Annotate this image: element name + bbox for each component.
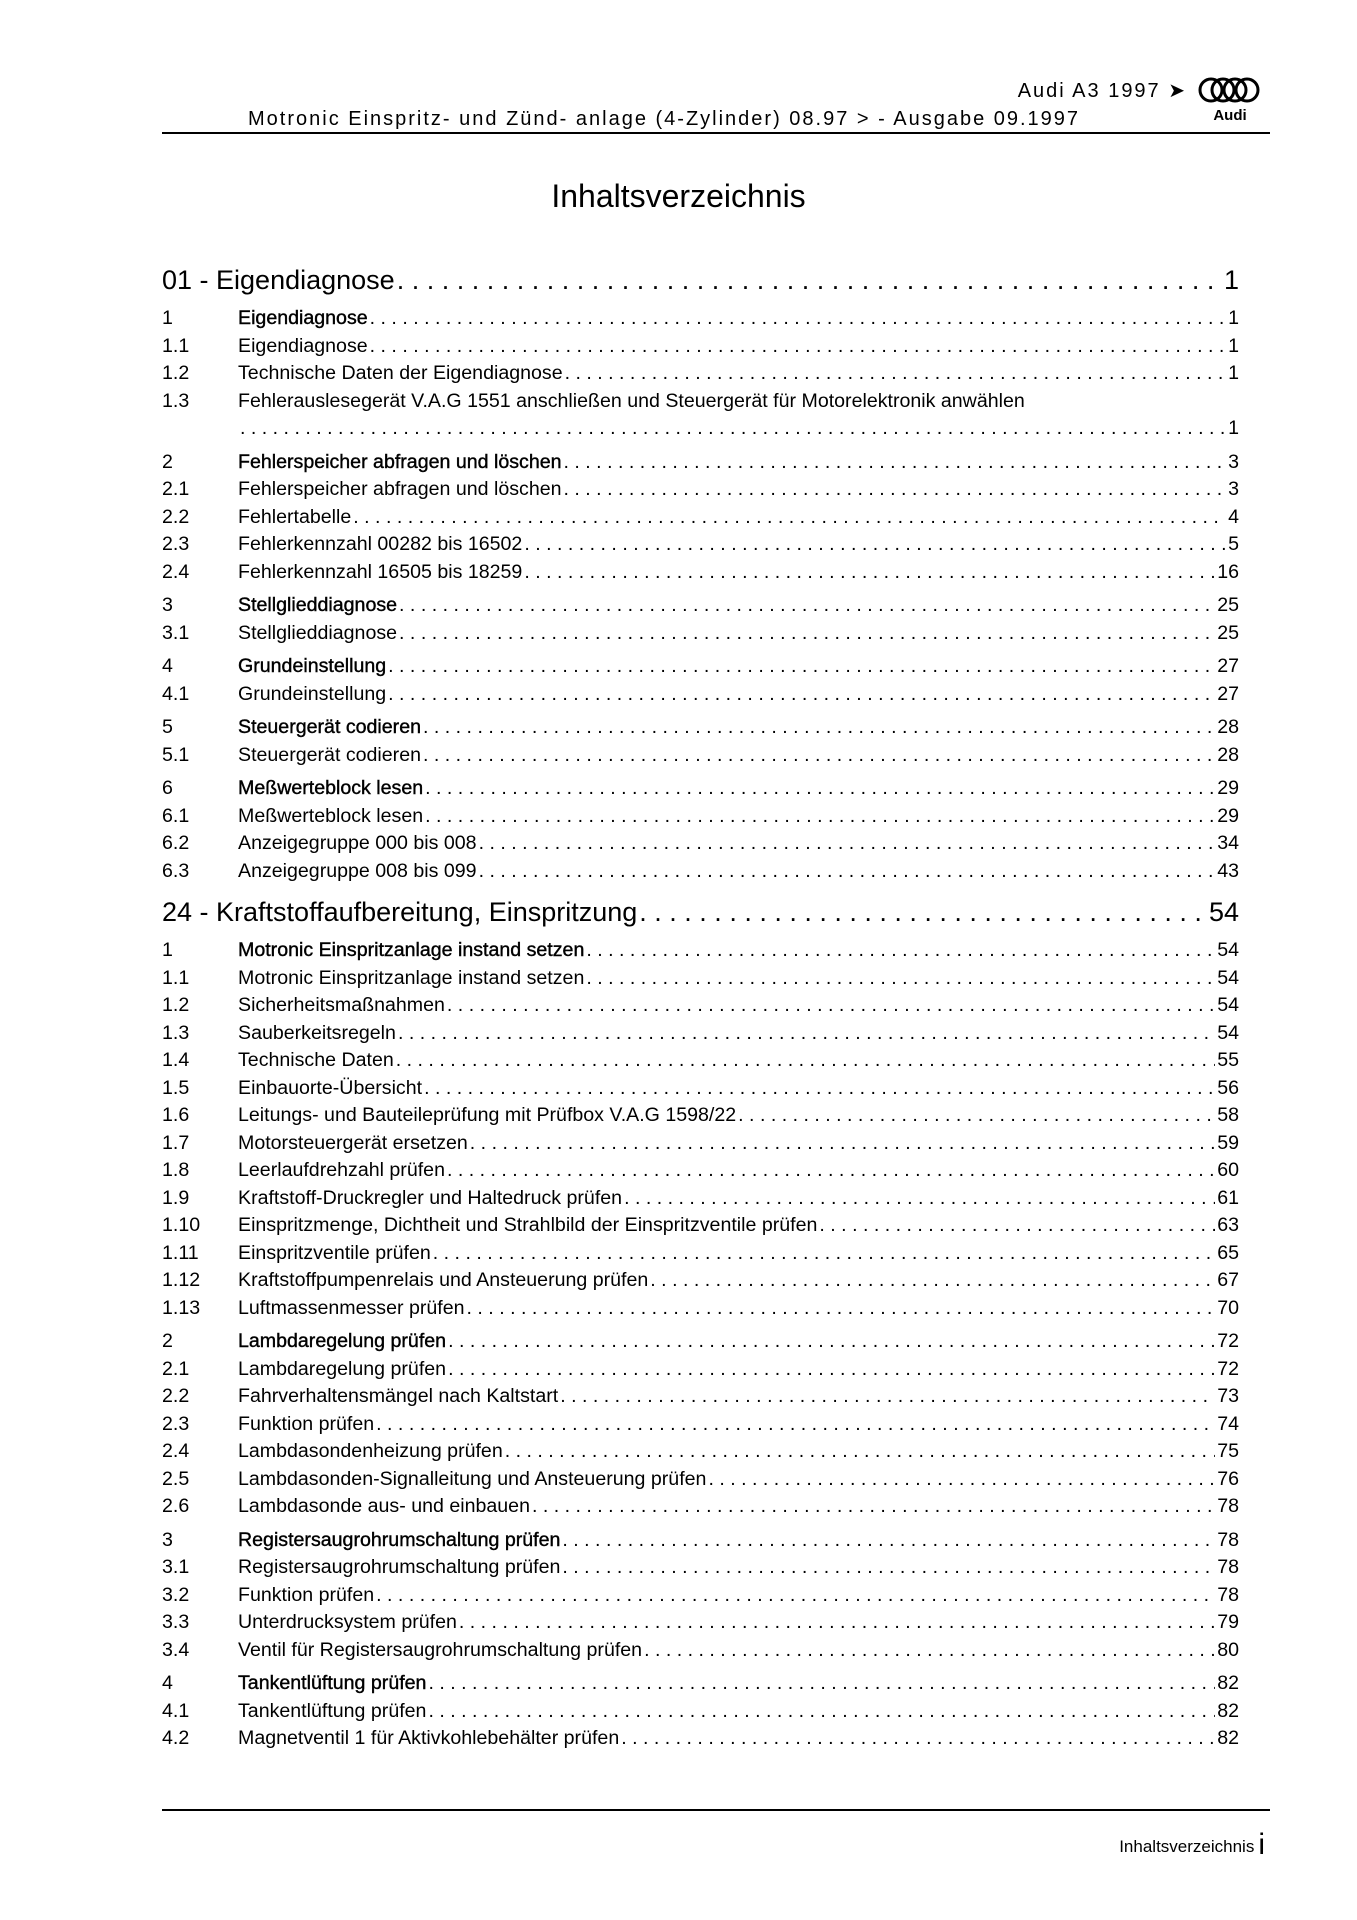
toc-label: Eigendiagnose — [238, 334, 368, 357]
toc-entry[interactable] — [162, 1700, 1239, 1728]
toc-num: 6 — [162, 777, 173, 799]
toc-num: 2.1 — [162, 478, 190, 500]
toc-num: 1.5 — [162, 1076, 190, 1099]
toc-label: Grundeinstellung — [238, 682, 387, 705]
toc-num: 3.1 — [162, 1556, 190, 1578]
toc-label: Tankentlüftung prüfen — [238, 1699, 427, 1722]
toc-label: Ventil für Registersaugrohrumschaltung prüfen — [238, 1638, 643, 1661]
toc-section[interactable] — [162, 1672, 1239, 1700]
toc-label: Funktion prüfen — [238, 1583, 375, 1606]
toc-label: Einbauorte-Übersicht — [238, 1076, 423, 1099]
toc-label: Fehlerkennzahl 00282 bis 16502 — [238, 533, 523, 555]
toc-label: Sauberkeitsregeln — [238, 1021, 396, 1044]
toc-page: 73 — [1217, 1385, 1239, 1407]
toc-entry[interactable] — [162, 1242, 1239, 1270]
toc-entry[interactable] — [162, 1269, 1239, 1297]
toc-page: 78 — [1217, 1556, 1239, 1578]
toc-label: Einspritzmenge, Dichtheit und Strahlbild der Einspritzventile prüfen — [238, 1214, 818, 1236]
toc-page: 56 — [1217, 1076, 1239, 1099]
toc-page: 58 — [1217, 1104, 1239, 1126]
toc-entry[interactable] — [162, 335, 1239, 363]
toc-label: Lambdasonde aus- und einbauen — [238, 1495, 530, 1517]
toc-label: Leerlaufdrehzahl prüfen — [238, 1159, 445, 1181]
toc-label: Kraftstoff-Druckregler und Haltedruck prüfen — [238, 1186, 623, 1209]
toc-entry[interactable] — [162, 1611, 1239, 1639]
toc-num: 2 — [162, 450, 173, 473]
toc-num: 1.3 — [162, 1021, 190, 1044]
toc-label: Stellglieddiagnose — [238, 621, 398, 644]
toc-num: 1.10 — [162, 1214, 201, 1236]
toc-page: 82 — [1217, 1699, 1239, 1722]
toc-num: 6.2 — [162, 832, 190, 854]
toc-page: 82 — [1217, 1727, 1239, 1749]
toc-page: 27 — [1217, 682, 1239, 705]
toc-label: Einspritzventile prüfen — [238, 1241, 431, 1264]
toc-page: 65 — [1217, 1241, 1239, 1264]
toc-page: 1 — [1228, 417, 1239, 439]
toc-entry[interactable] — [162, 390, 1239, 418]
toc-entry[interactable] — [162, 744, 1239, 772]
toc-section[interactable] — [162, 716, 1239, 744]
toc-label: Fahrverhaltensmängel nach Kaltstart — [238, 1385, 559, 1407]
toc-entry[interactable] — [162, 1556, 1239, 1584]
toc-entry[interactable] — [162, 1639, 1239, 1667]
toc-section[interactable] — [162, 307, 1239, 335]
toc-label: Lambdasondenheizung prüfen — [238, 1440, 503, 1462]
toc-page: 67 — [1217, 1269, 1239, 1291]
toc-num: 1 — [162, 307, 173, 329]
toc-page: 3 — [1228, 478, 1239, 500]
toc-num: 2.2 — [162, 505, 190, 528]
toc-num: 1.3 — [162, 389, 190, 412]
toc-label: Anzeigegruppe 000 bis 008 — [238, 832, 477, 854]
toc-entry[interactable] — [162, 1727, 1239, 1755]
toc-num: 5 — [162, 716, 173, 738]
toc-num: 4 — [162, 1672, 173, 1694]
toc-label: Motronic Einspritzanlage instand setzen — [238, 966, 585, 989]
toc-label: Unterdrucksystem prüfen — [238, 1611, 457, 1633]
toc-entry[interactable] — [162, 561, 1239, 589]
toc-num: 2.2 — [162, 1385, 190, 1407]
toc-entry[interactable] — [162, 1159, 1239, 1187]
toc-num: 1 — [162, 939, 173, 961]
toc-num: 2.3 — [162, 1412, 190, 1435]
toc-label: Steuergerät codieren — [238, 743, 421, 766]
header-model: Audi A3 1997 ➤ — [1017, 80, 1187, 102]
footer-rule — [162, 1809, 1270, 1811]
toc-label: Luftmassenmesser prüfen — [238, 1296, 465, 1319]
toc-entry-continuation[interactable] — [162, 417, 1239, 445]
toc-page: 25 — [1217, 594, 1239, 616]
toc-page: 27 — [1217, 655, 1239, 677]
toc-entry[interactable] — [162, 506, 1239, 534]
toc-page: 54 — [1217, 1021, 1239, 1044]
footer-page: i — [1258, 1828, 1265, 1861]
toc-label: 01 - Eigendiagnose — [162, 265, 395, 295]
toc-entry[interactable] — [162, 478, 1239, 506]
toc-entry[interactable] — [162, 967, 1239, 995]
toc-entry[interactable] — [162, 1468, 1239, 1496]
toc-label: Lambdasonden-Signalleitung und Ansteuerung prüfen — [238, 1467, 707, 1490]
toc-label: Fehlertabelle — [238, 505, 352, 528]
toc-num: 2.5 — [162, 1467, 190, 1490]
toc-num: 3.2 — [162, 1583, 190, 1606]
toc-num: 1.7 — [162, 1131, 190, 1154]
toc-label: Registersaugrohrumschaltung prüfen — [238, 1528, 561, 1551]
toc-page: 1 — [1228, 362, 1239, 384]
footer-label: Inhaltsverzeichnis — [1119, 1837, 1255, 1856]
toc-entry[interactable] — [162, 683, 1239, 711]
toc-label: Fehlerspeicher abfragen und löschen — [238, 450, 562, 473]
toc-page: 82 — [1217, 1672, 1239, 1694]
toc-page: 61 — [1217, 1186, 1239, 1209]
toc-page: 75 — [1217, 1440, 1239, 1462]
toc-page: 1 — [1228, 334, 1239, 357]
toc-num: 4.1 — [162, 682, 190, 705]
toc-page: 78 — [1217, 1528, 1239, 1551]
toc-entry[interactable] — [162, 1297, 1239, 1325]
toc-num: 2.1 — [162, 1357, 190, 1380]
header-subtitle: Motronic Einspritz- und Zünd- anlage (4-Zylinder) 08.97 > - Ausgabe 09.1997 — [248, 108, 1081, 130]
footer — [1119, 1828, 1265, 1862]
toc-entry[interactable] — [162, 1187, 1239, 1215]
toc-entry[interactable] — [162, 1214, 1239, 1242]
audi-logo-text: Audi — [1213, 107, 1247, 124]
toc-label: Meßwerteblock lesen — [238, 777, 424, 799]
toc-page: 1 — [1228, 307, 1239, 329]
toc-num: 3 — [162, 1528, 173, 1551]
toc-num: 3 — [162, 594, 173, 616]
toc-page: 43 — [1217, 859, 1239, 882]
toc-num: 4 — [162, 655, 173, 677]
toc-entry[interactable] — [162, 1077, 1239, 1105]
toc-entry[interactable] — [162, 1495, 1239, 1523]
toc-section[interactable] — [162, 1330, 1239, 1358]
toc-num: 1.13 — [162, 1296, 201, 1319]
toc-page: 29 — [1217, 777, 1239, 799]
toc-page: 3 — [1228, 450, 1239, 473]
toc-num: 2.4 — [162, 1440, 190, 1462]
toc-label: Magnetventil 1 für Aktivkohlebehälter prüfen — [238, 1727, 620, 1749]
toc-label: Funktion prüfen — [238, 1412, 375, 1435]
toc-page: 72 — [1217, 1330, 1239, 1352]
toc-chapter[interactable] — [162, 897, 1239, 933]
page-title: Inhaltsverzeichnis — [551, 178, 806, 214]
toc-num: 6.1 — [162, 804, 190, 827]
toc-page: 60 — [1217, 1159, 1239, 1181]
toc-entry[interactable] — [162, 362, 1239, 390]
toc-page: 74 — [1217, 1412, 1239, 1435]
toc-page: 54 — [1217, 994, 1239, 1016]
toc-label: Tankentlüftung prüfen — [238, 1672, 427, 1694]
toc-num: 1.4 — [162, 1049, 190, 1071]
toc-num: 2.3 — [162, 533, 190, 555]
toc-page: 54 — [1217, 966, 1239, 989]
toc-label: Sicherheitsmaßnahmen — [238, 994, 445, 1016]
toc-page: 28 — [1217, 716, 1239, 738]
header-rule — [162, 132, 1270, 134]
toc-num: 1.11 — [162, 1241, 199, 1264]
toc-page: 54 — [1208, 897, 1239, 927]
toc-page: 78 — [1217, 1583, 1239, 1606]
toc-label: Motronic Einspritzanlage instand setzen — [238, 939, 585, 961]
toc-section[interactable] — [162, 1529, 1239, 1557]
toc-page: 1 — [1223, 265, 1239, 295]
toc-page: 4 — [1228, 505, 1239, 528]
toc-entry[interactable] — [162, 805, 1239, 833]
toc-page: 70 — [1217, 1296, 1239, 1319]
toc-page: 55 — [1217, 1049, 1239, 1071]
toc-entry[interactable] — [162, 1104, 1239, 1132]
toc-page: 72 — [1217, 1357, 1239, 1380]
table-of-contents — [162, 255, 1239, 1755]
toc-num: 6.3 — [162, 859, 190, 882]
toc-page: 29 — [1217, 804, 1239, 827]
toc-entry[interactable] — [162, 1413, 1239, 1441]
toc-label: Lambdaregelung prüfen — [238, 1330, 447, 1352]
toc-num: 1.9 — [162, 1186, 190, 1209]
toc-page: 63 — [1217, 1214, 1239, 1236]
toc-num: 5.1 — [162, 743, 190, 766]
toc-chapter[interactable] — [162, 265, 1239, 301]
toc-entry[interactable] — [162, 1584, 1239, 1612]
toc-label: Stellglieddiagnose — [238, 594, 398, 616]
toc-label: Technische Daten — [238, 1049, 394, 1071]
toc-num: 4.1 — [162, 1699, 190, 1722]
toc-num: 1.12 — [162, 1269, 201, 1291]
toc-num: 1.2 — [162, 994, 190, 1016]
toc-num: 1.1 — [162, 966, 190, 989]
toc-num: 1.1 — [162, 334, 190, 357]
toc-page: 80 — [1217, 1638, 1239, 1661]
toc-entry[interactable] — [162, 1022, 1239, 1050]
toc-num: 3.3 — [162, 1611, 190, 1633]
toc-entry[interactable] — [162, 994, 1239, 1022]
toc-page: 28 — [1217, 743, 1239, 766]
toc-label: Technische Daten der Eigendiagnose — [238, 362, 563, 384]
toc-entry[interactable] — [162, 832, 1239, 860]
toc-label: 24 - Kraftstoffaufbereitung, Einspritzung — [162, 897, 638, 927]
toc-label: Grundeinstellung — [238, 655, 387, 677]
toc-num: 3.4 — [162, 1638, 190, 1661]
toc-page: 5 — [1228, 533, 1239, 555]
toc-entry[interactable] — [162, 1132, 1239, 1160]
toc-page: 34 — [1217, 832, 1239, 854]
toc-label: Fehlerauslesegerät V.A.G 1551 anschließen und Steuergerät für Motorelektronik anwählen — [238, 389, 1025, 412]
toc-num: 3.1 — [162, 621, 190, 644]
toc-entry[interactable] — [162, 1440, 1239, 1468]
toc-num: 4.2 — [162, 1727, 190, 1749]
toc-label: Fehlerkennzahl 16505 bis 18259 — [238, 560, 523, 583]
toc-entry[interactable] — [162, 1358, 1239, 1386]
toc-label: Meßwerteblock lesen — [238, 804, 424, 827]
toc-label: Kraftstoffpumpenrelais und Ansteuerung prüfen — [238, 1269, 649, 1291]
audi-logo — [1197, 76, 1263, 124]
toc-section[interactable] — [162, 777, 1239, 805]
toc-label: Leitungs- und Bauteileprüfung mit Prüfbox V.A.G 1598/22 — [238, 1104, 737, 1126]
toc-page: 16 — [1217, 560, 1239, 583]
toc-label: Eigendiagnose — [238, 307, 368, 329]
toc-entry[interactable] — [162, 1049, 1239, 1077]
toc-label: Motorsteuergerät ersetzen — [238, 1131, 468, 1154]
toc-page: 59 — [1217, 1131, 1239, 1154]
toc-label: Anzeigegruppe 008 bis 099 — [238, 859, 477, 882]
toc-label: Lambdaregelung prüfen — [238, 1357, 447, 1380]
toc-page: 76 — [1217, 1467, 1239, 1490]
toc-section[interactable] — [162, 655, 1239, 683]
toc-entry[interactable] — [162, 1385, 1239, 1413]
toc-entry[interactable] — [162, 860, 1239, 888]
toc-label: Steuergerät codieren — [238, 716, 421, 738]
toc-page: 79 — [1217, 1611, 1239, 1633]
toc-section[interactable] — [162, 451, 1239, 479]
toc-section[interactable] — [162, 939, 1239, 967]
toc-num: 1.6 — [162, 1104, 190, 1126]
toc-page: 78 — [1217, 1495, 1239, 1517]
toc-page: 54 — [1217, 939, 1239, 961]
toc-num: 2.6 — [162, 1495, 190, 1517]
toc-entry[interactable] — [162, 622, 1239, 650]
toc-num: 1.8 — [162, 1159, 190, 1181]
toc-section[interactable] — [162, 594, 1239, 622]
toc-num: 2 — [162, 1330, 173, 1352]
toc-entry[interactable] — [162, 533, 1239, 561]
toc-num: 2.4 — [162, 560, 190, 583]
toc-page: 25 — [1217, 621, 1239, 644]
toc-label: Fehlerspeicher abfragen und löschen — [238, 478, 562, 500]
toc-label: Registersaugrohrumschaltung prüfen — [238, 1556, 561, 1578]
toc-num: 1.2 — [162, 362, 190, 384]
